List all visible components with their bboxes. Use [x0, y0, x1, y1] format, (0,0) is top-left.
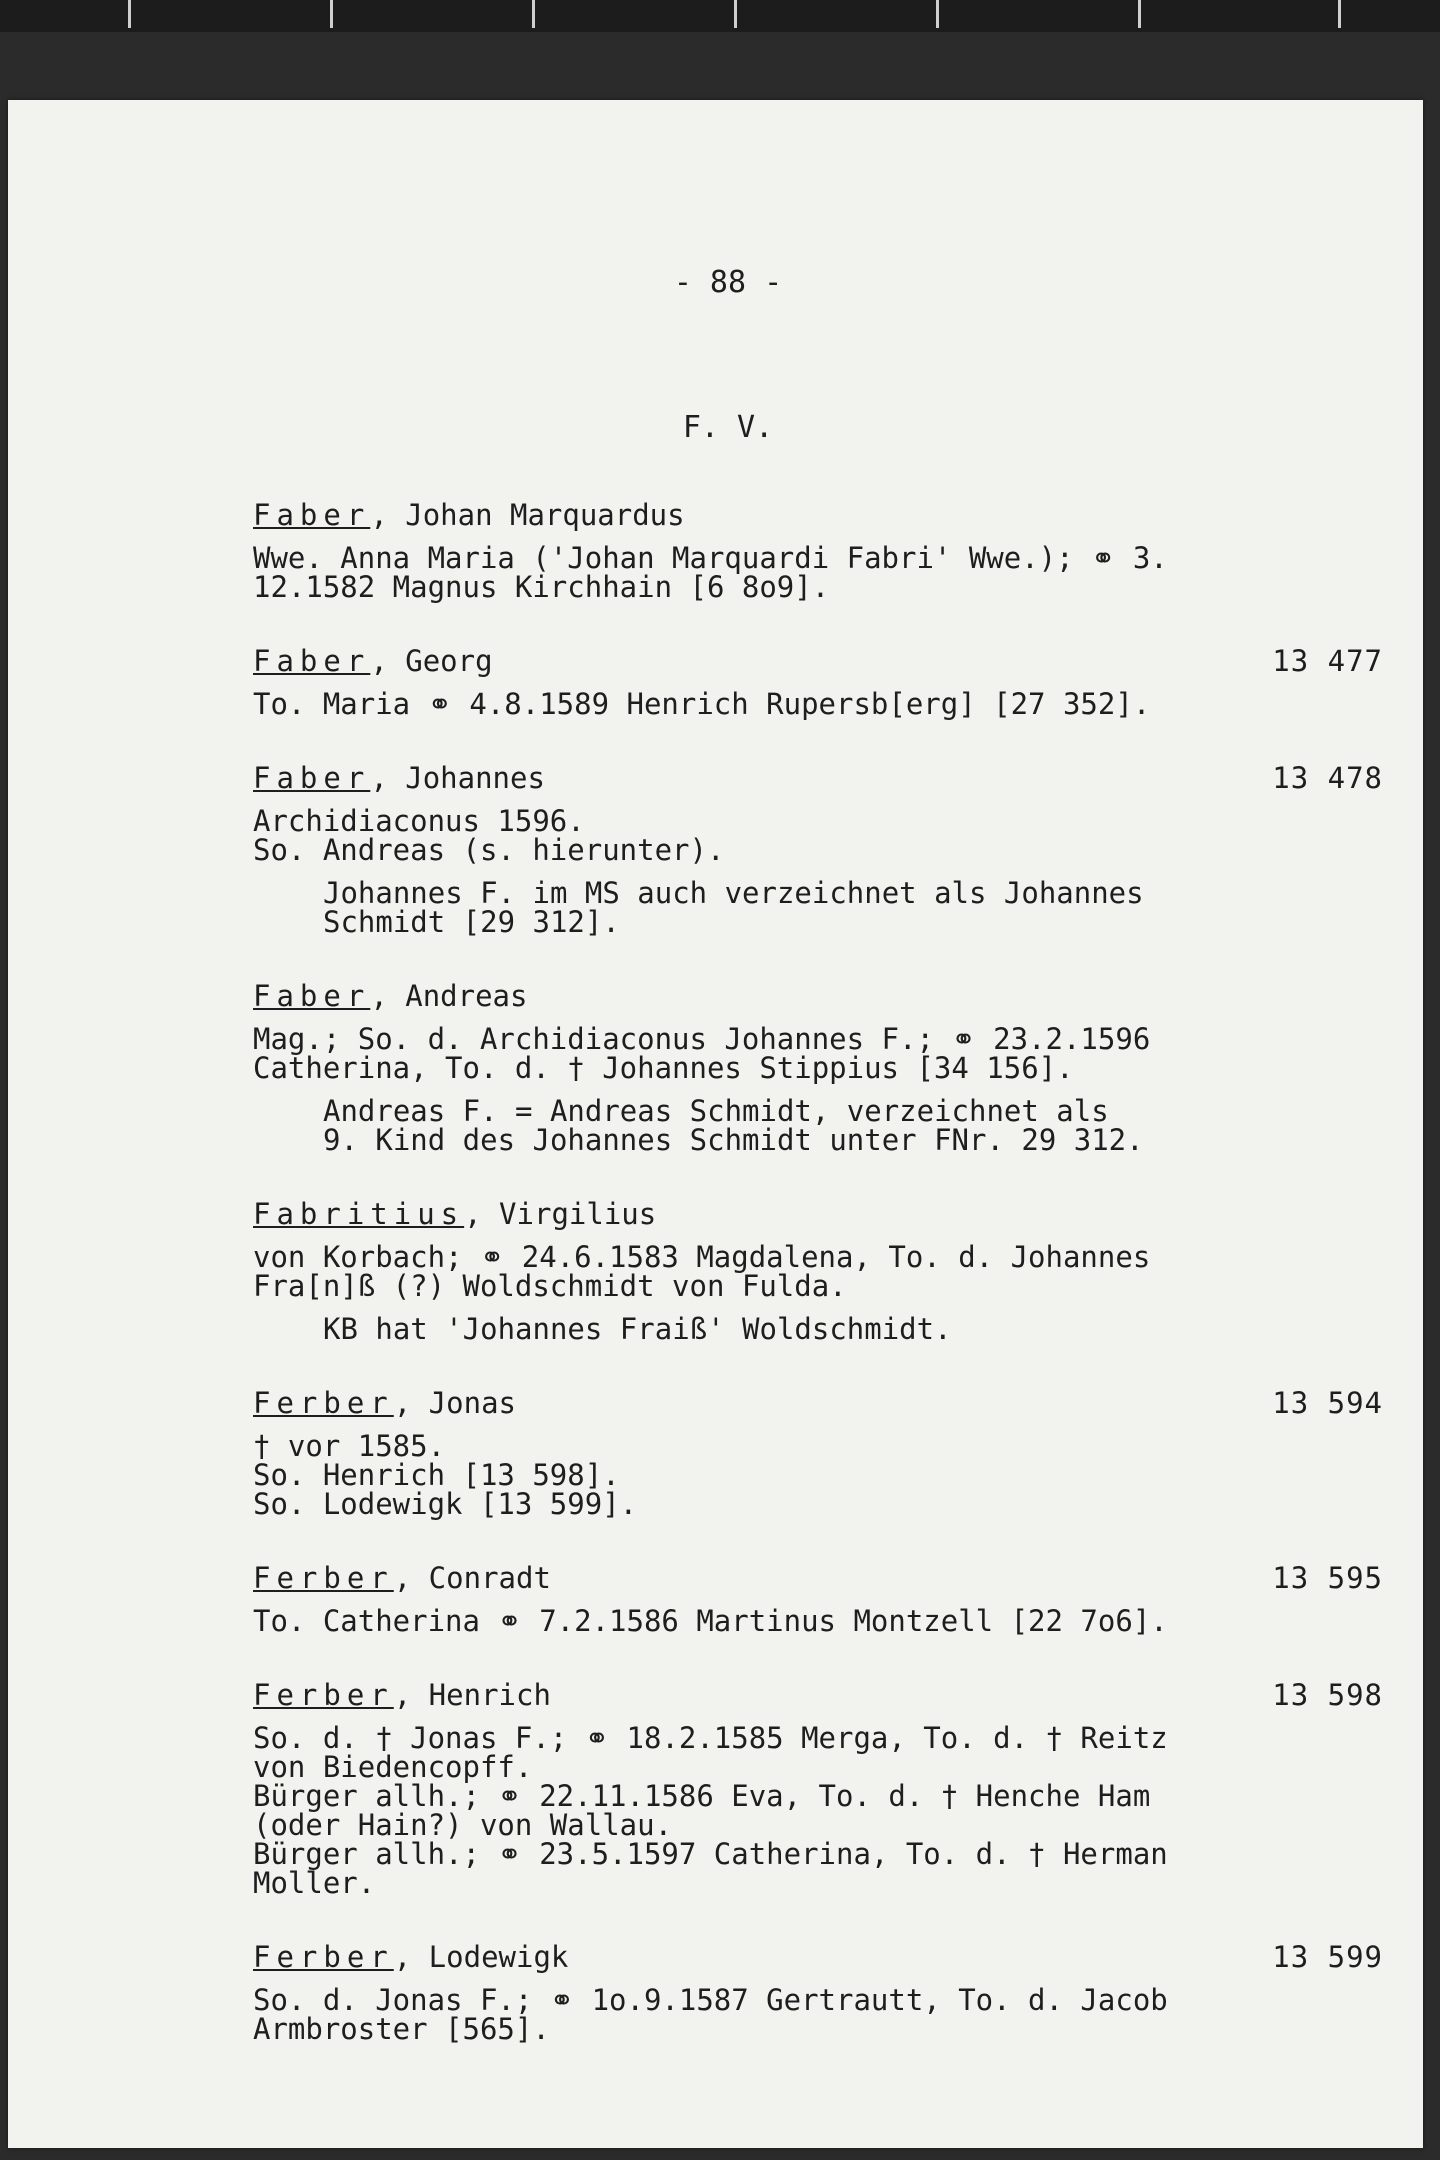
entry-line: So. Lodewigk [13 599].	[253, 1487, 638, 1521]
entry-line: von Korbach; ⚭ 24.6.1583 Magdalena, To. d. Johannes	[253, 1240, 1151, 1274]
register-entry	[253, 646, 1383, 719]
entry-line: Bürger allh.; ⚭ 23.5.1597 Catherina, To. d. † Herman	[253, 1837, 1168, 1871]
entry-line: Bürger allh.; ⚭ 22.11.1586 Eva, To. d. † Henche Ham	[253, 1779, 1151, 1813]
entry-surname: Faber	[253, 761, 371, 795]
entry-note	[323, 876, 1383, 939]
film-perforation	[128, 0, 131, 28]
entry-line: Mag.; So. d. Archidiaconus Johannes F.; ⚭ 23.2.1596	[253, 1022, 1151, 1056]
film-perforation	[1338, 0, 1341, 28]
register-entry	[253, 1563, 1383, 1636]
entry-surname: Ferber	[253, 1678, 394, 1712]
entry-heading	[253, 1942, 1383, 1972]
entry-line: † vor 1585.	[253, 1429, 446, 1463]
entry-line: Archidiaconus 1596.	[253, 804, 585, 838]
entry-note-line: 9. Kind des Johannes Schmidt unter FNr. 29 312.	[323, 1123, 1144, 1157]
entry-line: So. d. † Jonas F.; ⚭ 18.2.1585 Merga, To. d. † Reitz	[253, 1721, 1168, 1755]
entry-line: Wwe. Anna Maria ('Johan Marquardi Fabri' Wwe.); ⚭ 3.	[253, 541, 1168, 575]
entry-surname: Fabritius	[253, 1197, 465, 1231]
entry-surname: Ferber	[253, 1561, 394, 1595]
entry-number: 13 595	[1272, 1561, 1383, 1595]
entry-number: 13 478	[1272, 761, 1383, 795]
entry-surname: Faber	[253, 644, 371, 678]
film-perforation	[532, 0, 535, 28]
entry-given-name: , Jonas	[393, 1386, 516, 1420]
entry-line: Fra[n]ß (?) Woldschmidt von Fulda.	[253, 1269, 847, 1303]
entry-number: 13 599	[1272, 1940, 1383, 1974]
entry-note-line: KB hat 'Johannes Fraiß' Woldschmidt.	[323, 1312, 952, 1346]
entry-note	[323, 1094, 1383, 1157]
entry-note	[323, 1312, 1383, 1346]
entry-heading	[253, 500, 1383, 530]
entry-number: 13 598	[1272, 1678, 1383, 1712]
film-perforation	[734, 0, 737, 28]
entry-heading	[253, 646, 1383, 676]
entry-line: (oder Hain?) von Wallau.	[253, 1808, 673, 1842]
entry-given-name: , Andreas	[370, 979, 528, 1013]
entry-line: So. Andreas (s. hierunter).	[253, 833, 725, 867]
entry-heading	[253, 981, 1383, 1011]
entry-line: So. d. Jonas F.; ⚭ 1o.9.1587 Gertrautt, To. d. Jacob	[253, 1983, 1168, 2017]
film-strip	[0, 0, 1440, 32]
entry-line: To. Maria ⚭ 4.8.1589 Henrich Rupersb[erg] [27 352].	[253, 687, 1151, 721]
entry-list	[253, 500, 1383, 2088]
entry-given-name: , Henrich	[393, 1678, 551, 1712]
entry-given-name: , Lodewigk	[393, 1940, 569, 1974]
register-entry	[253, 500, 1383, 602]
entry-line: Moller.	[253, 1866, 376, 1900]
entry-surname: Ferber	[253, 1386, 394, 1420]
entry-line: So. Henrich [13 598].	[253, 1458, 620, 1492]
entry-heading	[253, 1680, 1383, 1710]
entry-note-line: Andreas F. = Andreas Schmidt, verzeichnet als	[323, 1094, 1109, 1128]
entry-heading	[253, 763, 1383, 793]
entry-line: Armbroster [565].	[253, 2012, 550, 2046]
page-number: - 88 -	[673, 265, 783, 300]
entry-given-name: , Virgilius	[464, 1197, 657, 1231]
entry-given-name: , Johan Marquardus	[370, 498, 685, 532]
register-entry	[253, 1680, 1383, 1898]
entry-given-name: , Conradt	[393, 1561, 551, 1595]
entry-line: To. Catherina ⚭ 7.2.1586 Martinus Montzell [22 7o6].	[253, 1604, 1168, 1638]
entry-line: 12.1582 Magnus Kirchhain [6 8o9].	[253, 570, 830, 604]
entry-surname: Ferber	[253, 1940, 394, 1974]
entry-number: 13 594	[1272, 1386, 1383, 1420]
register-entry	[253, 1388, 1383, 1519]
entry-given-name: , Johannes	[370, 761, 545, 795]
film-perforation	[330, 0, 333, 28]
entry-heading	[253, 1563, 1383, 1593]
entry-surname: Faber	[253, 979, 371, 1013]
register-entry	[253, 1199, 1383, 1344]
register-entry	[253, 1942, 1383, 2044]
entry-given-name: , Georg	[370, 644, 493, 678]
entry-heading	[253, 1388, 1383, 1418]
entry-number: 13 477	[1272, 644, 1383, 678]
register-entry	[253, 763, 1383, 937]
entry-note-line: Johannes F. im MS auch verzeichnet als Johannes	[323, 876, 1144, 910]
entry-note-line: Schmidt [29 312].	[323, 905, 620, 939]
film-perforation	[936, 0, 939, 28]
entry-line: von Biedencopff.	[253, 1750, 533, 1784]
entry-line: Catherina, To. d. † Johannes Stippius [34 156].	[253, 1051, 1074, 1085]
film-perforation	[1138, 0, 1141, 28]
section-heading: F. V.	[682, 410, 774, 445]
register-entry	[253, 981, 1383, 1155]
entry-heading	[253, 1199, 1383, 1229]
entry-surname: Faber	[253, 498, 371, 532]
document-page	[8, 100, 1423, 2148]
